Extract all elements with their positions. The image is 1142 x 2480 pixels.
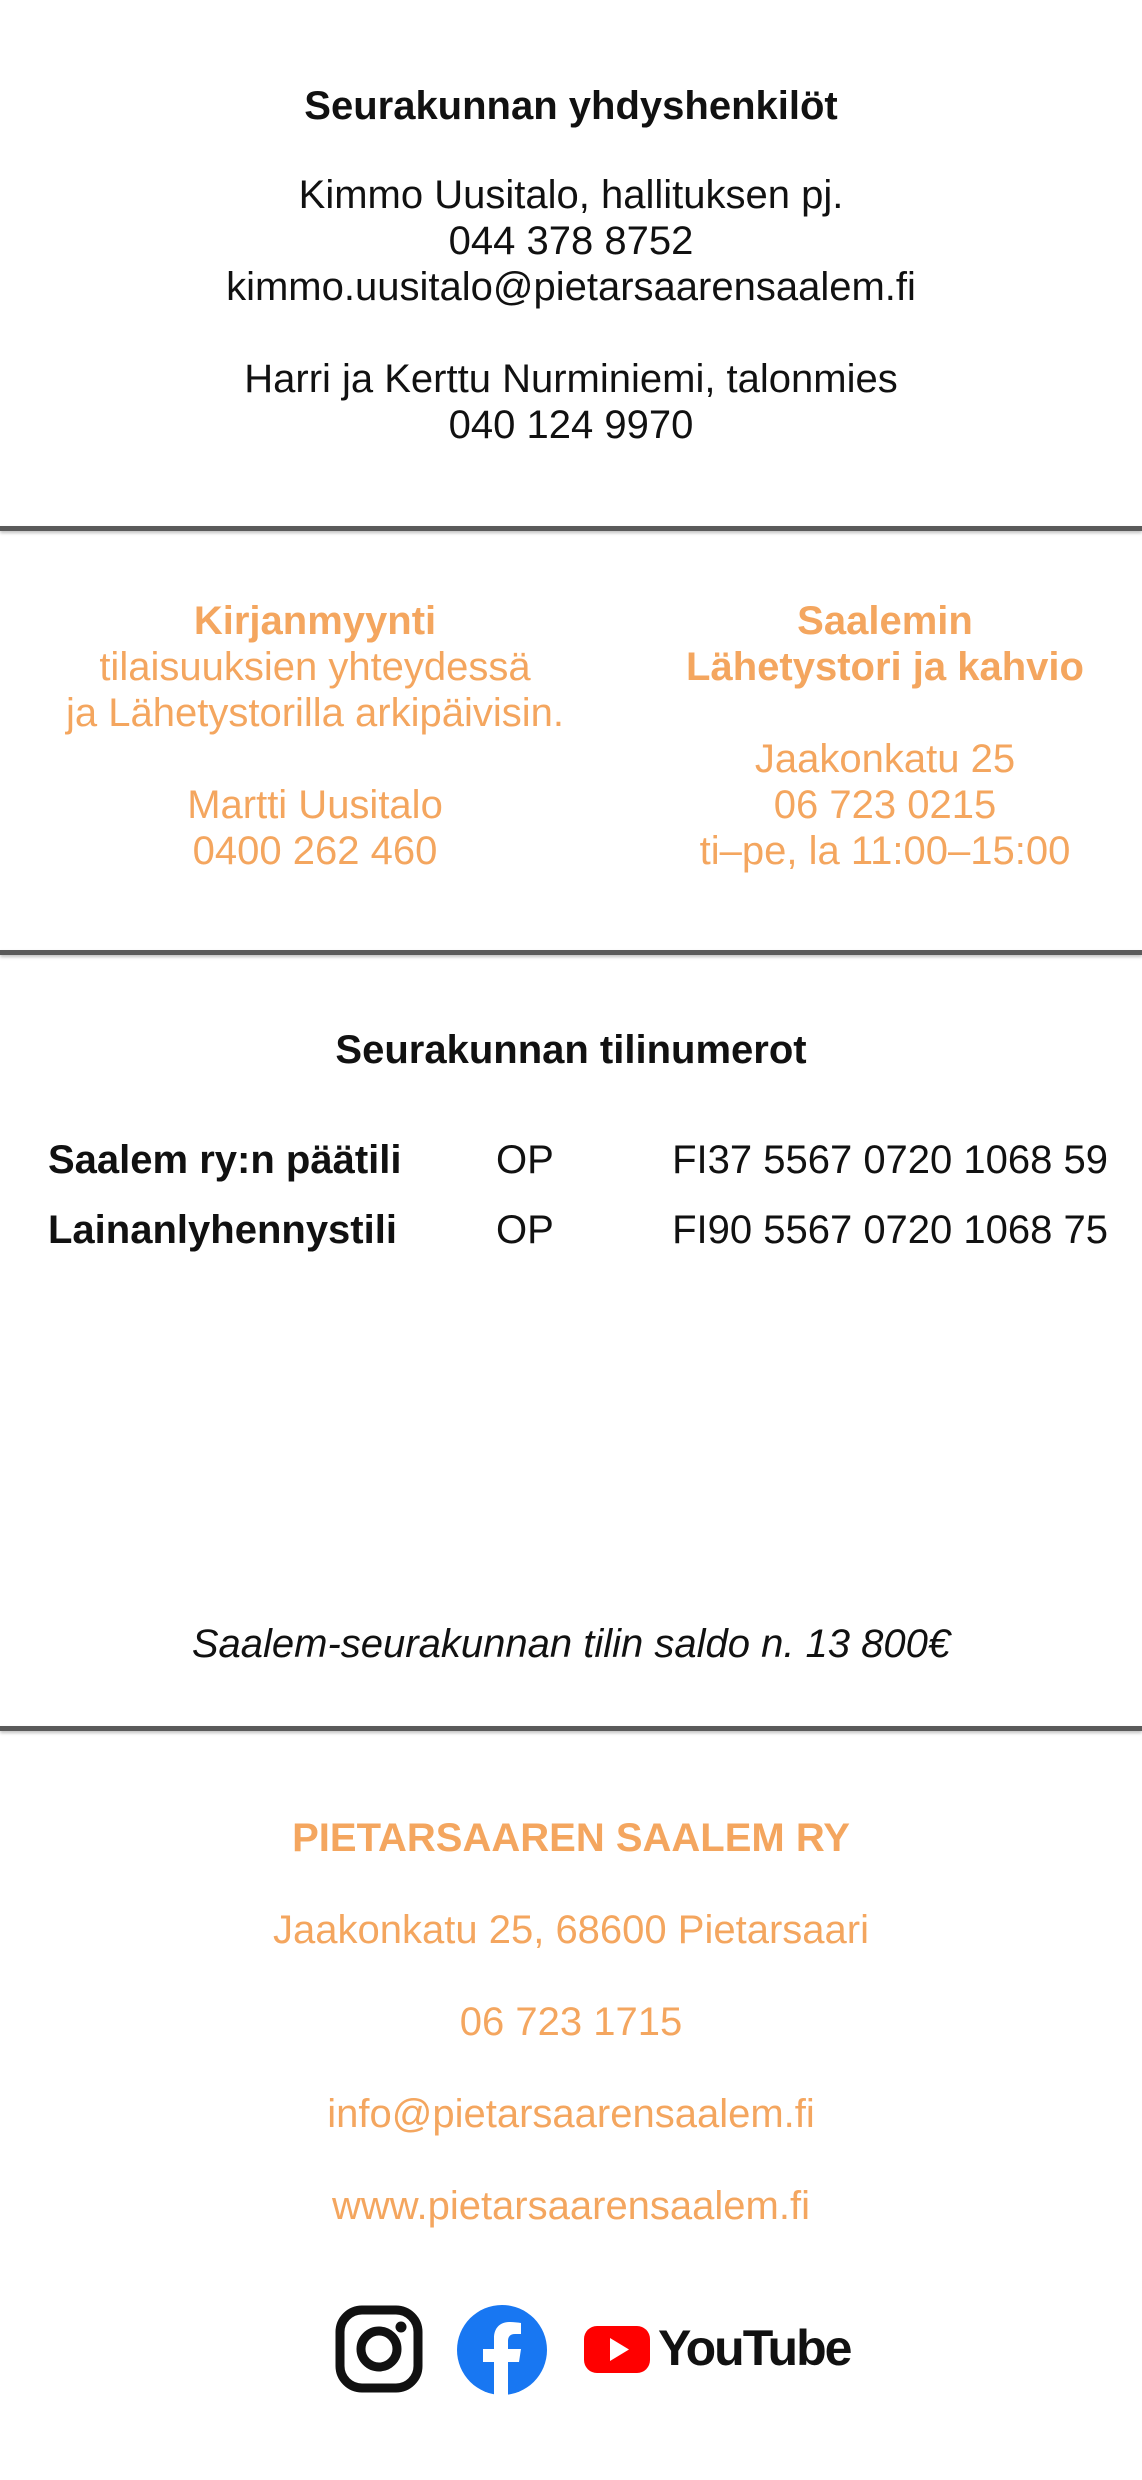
books-line1: tilaisuuksien yhteydessä — [99, 645, 531, 689]
account-bank: OP — [496, 1138, 554, 1182]
divider — [0, 1726, 1142, 1731]
books-title: Kirjanmyynti — [193, 599, 437, 643]
store-block — [640, 598, 1130, 874]
footer-phone[interactable]: 06 723 1715 — [459, 2000, 683, 2044]
store-hours: ti–pe, la 11:00–15:00 — [699, 829, 1071, 873]
account-name: Saalem ry:n päätili — [48, 1138, 402, 1182]
contact-person2-phone[interactable]: 040 124 9970 — [448, 403, 694, 447]
footer-email[interactable]: info@pietarsaarensaalem.fi — [327, 2092, 815, 2136]
account-row — [48, 1204, 1108, 1256]
youtube-icon[interactable] — [582, 2304, 851, 2394]
books-block — [20, 598, 610, 874]
contacts-block — [0, 172, 1142, 448]
facebook-icon[interactable] — [456, 2304, 548, 2394]
account-bank: OP — [496, 1208, 554, 1252]
account-iban: FI90 5567 0720 1068 75 — [672, 1208, 1108, 1252]
store-address: Jaakonkatu 25 — [754, 737, 1016, 781]
contact-person2-name: Harri ja Kerttu Nurminiemi, talonmies — [244, 357, 898, 401]
store-title2: Lähetystori ja kahvio — [686, 645, 1084, 689]
books-line2: ja Lähetystorilla arkipäivisin. — [65, 691, 564, 735]
footer-website[interactable]: www.pietarsaarensaalem.fi — [332, 2184, 810, 2228]
store-title1: Saalemin — [797, 599, 973, 643]
divider — [0, 526, 1142, 531]
contact-person1-email[interactable]: kimmo.uusitalo@pietarsaarensaalem.fi — [226, 265, 916, 309]
account-name: Lainanlyhennystili — [48, 1208, 397, 1252]
instagram-icon[interactable] — [334, 2304, 424, 2394]
footer-address: Jaakonkatu 25, 68600 Pietarsaari — [273, 1908, 869, 1952]
accounts-title: Seurakunnan tilinumerot — [335, 1028, 807, 1072]
books-contact-name: Martti Uusitalo — [187, 783, 443, 827]
account-balance: Saalem-seurakunnan tilin saldo n. 13 800€ — [191, 1622, 951, 1666]
youtube-label: YouTube — [658, 2320, 851, 2376]
contact-person1-name: Kimmo Uusitalo, hallituksen pj. — [298, 173, 844, 217]
account-iban: FI37 5567 0720 1068 59 — [672, 1138, 1108, 1182]
store-phone[interactable]: 06 723 0215 — [773, 783, 997, 827]
books-contact-phone[interactable]: 0400 262 460 — [192, 829, 438, 873]
divider — [0, 950, 1142, 955]
contact-person1-phone[interactable]: 044 378 8752 — [448, 219, 694, 263]
contacts-title: Seurakunnan yhdyshenkilöt — [304, 84, 838, 128]
footer-org-name: PIETARSAAREN SAALEM RY — [292, 1816, 850, 1860]
account-row — [48, 1134, 1108, 1186]
